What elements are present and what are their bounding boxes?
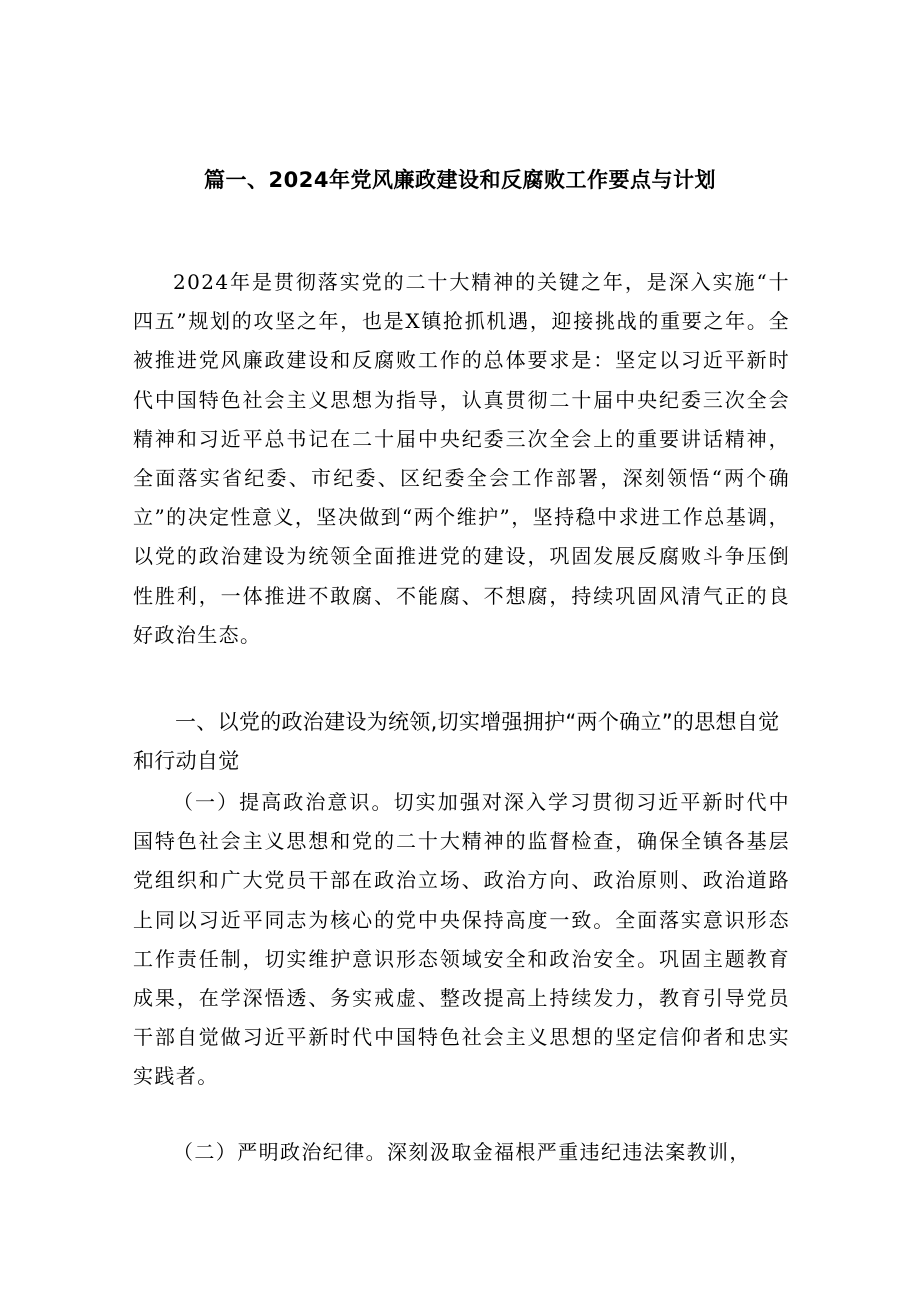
intro-paragraph: 2024年是贯彻落实党的二十大精神的关键之年，是深入实施“十四五”规划的攻坚之年，也是X镇抢抓机遇，迎接挑战的重要之年。全被推进党风廉政建设和反腐败工作的总体要求是：坚定以习近平新时代中国特色社会主义思想为指导，认真贯彻二十届中央纪委三次全会精神和习近平总书记在二十届中央纪委三次全会上的重要讲话精神，全面落实省纪委、市纪委、区纪委全会工作部署，深刻领悟“两个确立”的决定性意义，坚决做到“两个维护”，坚持稳中求进工作总基调，以党的政治建设为统领全面推进党的建设，巩固发展反腐败斗争压倒性胜利，一体推进不敢腐、不能腐、不想腐，持续巩固风清气正的良好政治生态。 [133, 270, 790, 647]
item-paragraph-2: （二）严明政治纪律。深刻汲取金福根严重违纪违法案教训， [173, 1140, 751, 1164]
item-paragraph-1: （一）提高政治意识。切实加强对深入学习贯彻习近平新时代中国特色社会主义思想和党的二十大精神的监督检查，确保全镇各基层党组织和广大党员干部在政治立场、政治方向、政治原则、政治道路上同以习近平同志为核心的党中央保持高度一致。全面落实意识形态工作责任制，切实维护意识形态领域安全和政治安全。巩固主题教育成果，在学深悟透、务实戒虚、整改提高上持续发力，教育引导党员干部自觉做习近平新时代中国特色社会主义思想的坚定信仰者和忠实实践者。 [133, 790, 790, 1089]
section-heading: 一、以党的政治建设为统领,切实增强拥护“两个确立”的思想自觉和行动自觉 [133, 710, 780, 773]
document-title: 篇一、2024年党风廉政建设和反腐败工作要点与计划 [204, 168, 716, 192]
